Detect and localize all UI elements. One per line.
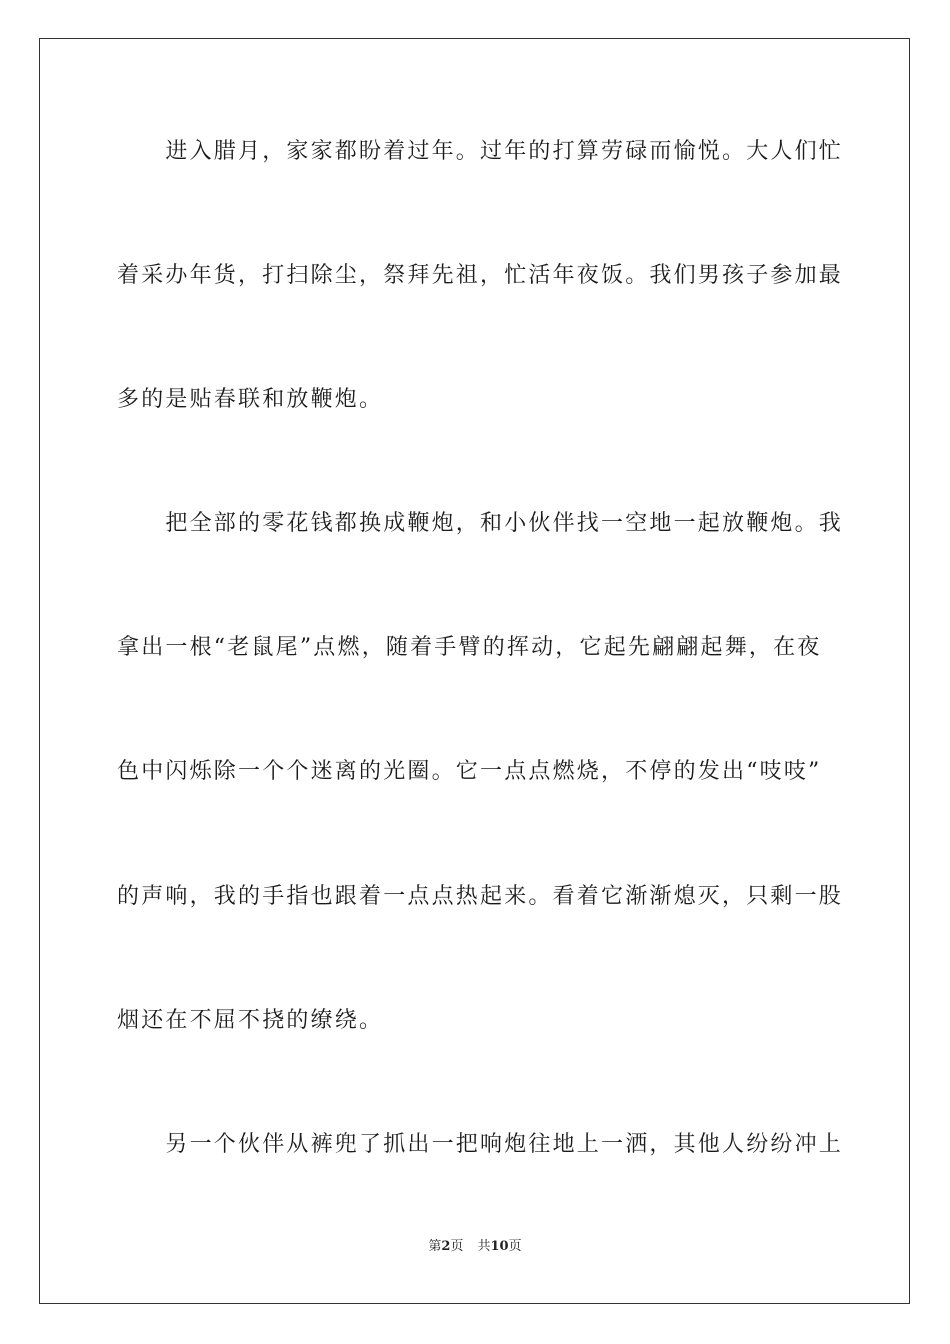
page-number: 2 <box>441 1239 451 1254</box>
page-footer <box>0 1238 950 1256</box>
total-prefix: 共 <box>477 1239 491 1254</box>
page-border <box>39 38 910 1304</box>
paragraph-1-line-2: 着采办年货，打扫除尘，祭拜先祖，忙活年夜饭。我们男孩子参加最 <box>117 263 844 288</box>
paragraph-2-line-4: 的声响，我的手指也跟着一点点热起来。看着它渐渐熄灭，只剩一股 <box>117 884 844 909</box>
page-prefix: 第 <box>428 1239 442 1254</box>
paragraph-1-line-1: 进入腊月，家家都盼着过年。过年的打算劳碌而愉悦。大人们忙 <box>117 139 844 164</box>
paragraph-2-line-2: 拿出一根“老鼠尾”点燃，随着手臂的挥动，它起先翩翩起舞，在夜 <box>117 635 822 660</box>
paragraph-2-line-5: 烟还在不屈不挠的缭绕。 <box>117 1008 384 1033</box>
paragraph-2-line-3: 色中闪烁除一个个迷离的光圈。它一点点燃烧，不停的发出“吱吱” <box>117 759 822 784</box>
paragraph-3-line-1: 另一个伙伴从裤兜了抓出一把响炮往地上一洒，其他人纷纷冲上 <box>117 1132 844 1157</box>
total-pages: 10 <box>490 1239 509 1254</box>
paragraph-2-line-1: 把全部的零花钱都换成鞭炮，和小伙伴找一空地一起放鞭炮。我 <box>117 511 844 536</box>
page-suffix: 页 <box>450 1239 464 1254</box>
paragraph-1-line-3: 多的是贴春联和放鞭炮。 <box>117 387 384 412</box>
total-suffix: 页 <box>508 1239 522 1254</box>
